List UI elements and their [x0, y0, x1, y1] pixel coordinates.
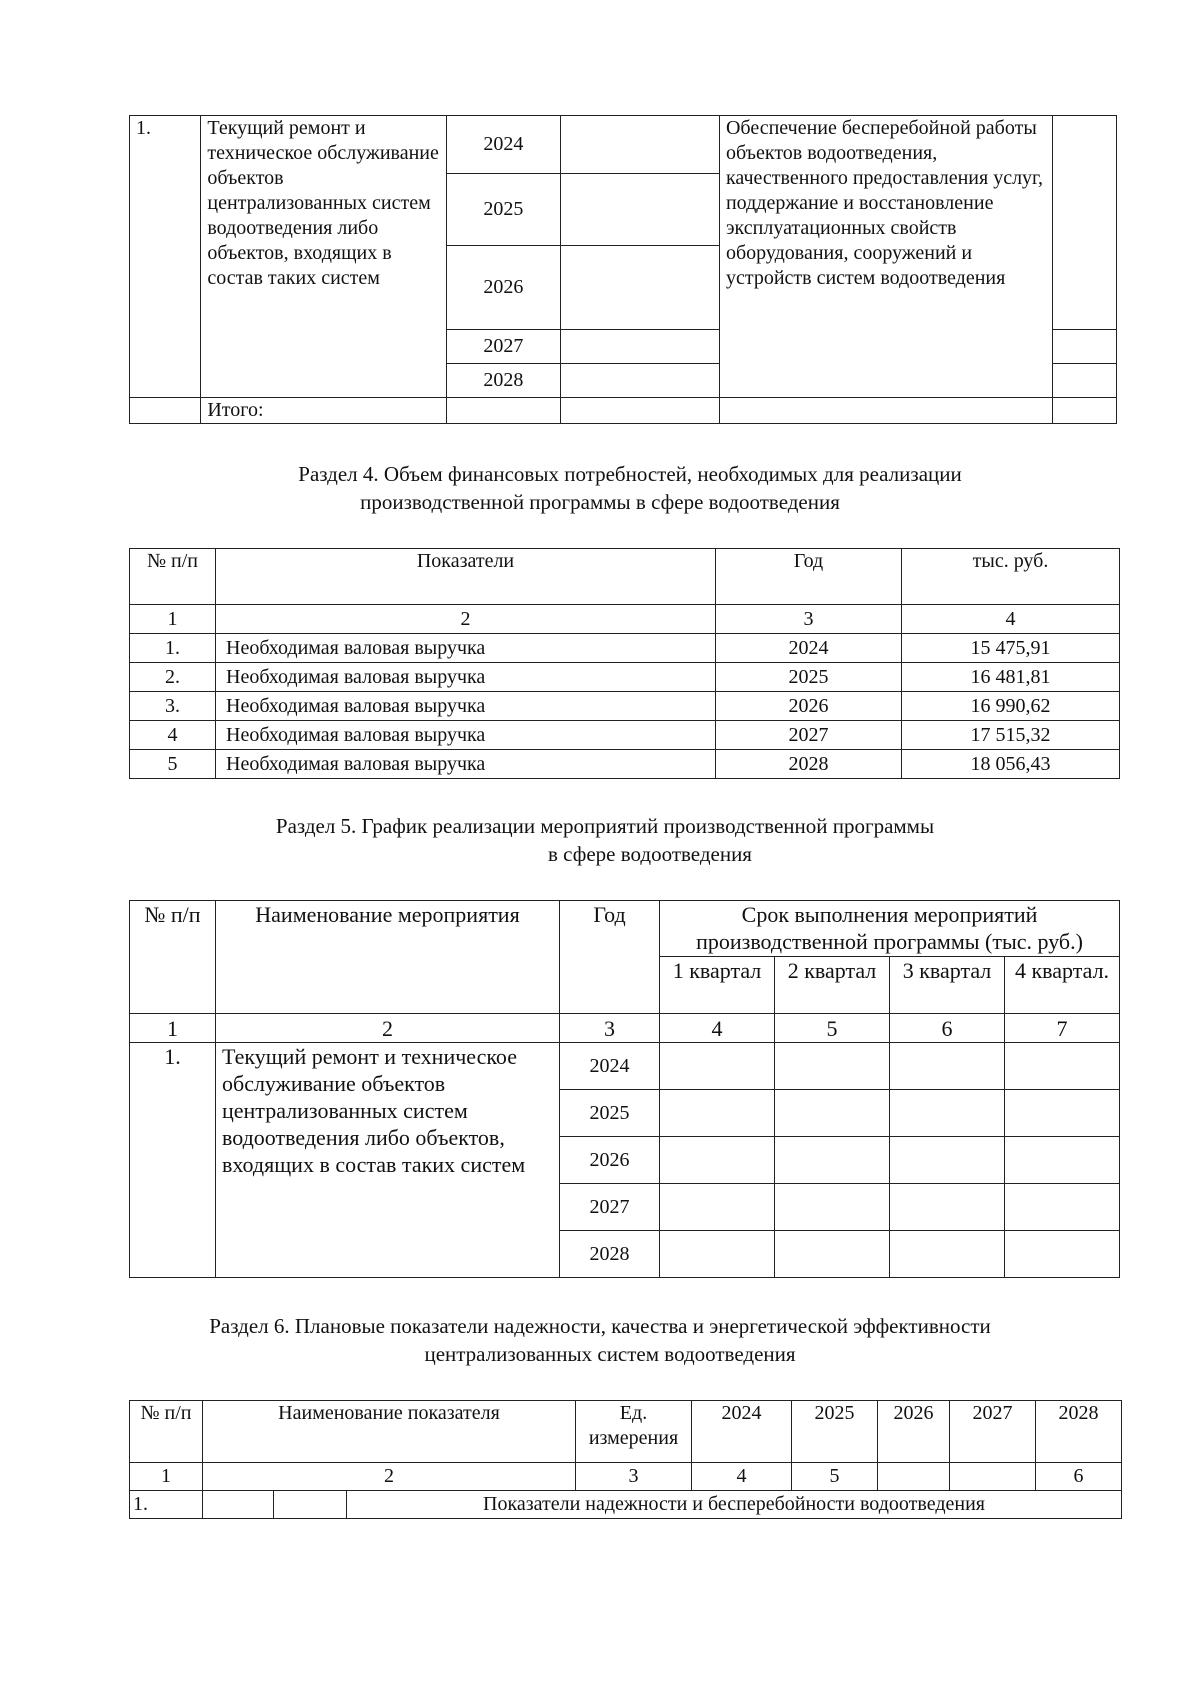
- empty-cell: [274, 1491, 347, 1519]
- table-row: [130, 663, 1120, 692]
- header-value: тыс. руб.: [902, 549, 1120, 605]
- year-cell: 2028: [446, 364, 561, 398]
- table-row: [130, 721, 1120, 750]
- empty-cell: [1052, 364, 1116, 398]
- empty-cell: [1005, 1090, 1120, 1137]
- empty-cell: [561, 330, 720, 364]
- column-number: 5: [775, 1014, 890, 1043]
- group-label: Показатели надежности и бесперебойности водоотведения: [347, 1491, 1122, 1519]
- empty-cell: [1005, 1043, 1120, 1090]
- header-indicator: Показатели: [216, 549, 716, 605]
- empty-cell: [1005, 1184, 1120, 1231]
- empty-cell: [203, 1491, 274, 1519]
- row-number: 4: [130, 721, 216, 750]
- column-number: 3: [560, 1014, 660, 1043]
- header-year-2025: 2025: [792, 1401, 878, 1463]
- indicator-name: Необходимая валовая выручка: [216, 663, 716, 692]
- empty-cell: [130, 398, 201, 424]
- empty-cell: [1052, 116, 1116, 330]
- header-year-2028: 2028: [1036, 1401, 1122, 1463]
- header-year: Год: [560, 901, 660, 1014]
- total-label: Итого:: [201, 398, 446, 424]
- header-term: Срок выполнения мероприятий производственной программы (тыс. руб.): [660, 901, 1120, 957]
- header-year-2027: 2027: [950, 1401, 1036, 1463]
- row-number: 3.: [130, 692, 216, 721]
- year-cell: 2027: [716, 721, 902, 750]
- value-cell: 18 056,43: [902, 750, 1120, 779]
- activities-table: [129, 115, 1117, 424]
- year-cell: 2027: [446, 330, 561, 364]
- section-6-heading: [0, 1312, 1200, 1368]
- year-cell: 2024: [446, 116, 561, 174]
- financial-needs-table: [129, 548, 1120, 779]
- empty-cell: [660, 1043, 775, 1090]
- row-number: 1.: [130, 1491, 203, 1519]
- column-number: 2: [216, 1014, 560, 1043]
- column-number: 7: [1005, 1014, 1120, 1043]
- header-year-2024: 2024: [692, 1401, 792, 1463]
- empty-cell: [561, 246, 720, 330]
- empty-cell: [775, 1137, 890, 1184]
- section-5-title-line1: Раздел 5. График реализации мероприятий производственной программы: [275, 814, 935, 838]
- year-cell: 2026: [560, 1137, 660, 1184]
- empty-cell: [561, 398, 720, 424]
- section-6-title-line2: централизованных систем водоотведения: [424, 1342, 796, 1366]
- year-cell: 2028: [560, 1231, 660, 1278]
- indicator-name: Необходимая валовая выручка: [216, 721, 716, 750]
- table-row: [130, 634, 1120, 663]
- empty-cell: [1052, 398, 1116, 424]
- section-4-title-line2: производственной программы в сфере водоотведения: [360, 490, 840, 514]
- empty-cell: [1005, 1231, 1120, 1278]
- header-year: Год: [716, 549, 902, 605]
- column-number: 2: [216, 605, 716, 634]
- header-quarter-2: 2 квартал: [775, 957, 890, 1014]
- value-cell: 17 515,32: [902, 721, 1120, 750]
- empty-cell: [890, 1231, 1005, 1278]
- empty-cell: [775, 1184, 890, 1231]
- empty-cell: [890, 1137, 1005, 1184]
- header-quarter-4: 4 квартал.: [1005, 957, 1120, 1014]
- column-number: 1: [130, 605, 216, 634]
- row-number: 1.: [130, 116, 201, 398]
- year-cell: 2024: [560, 1043, 660, 1090]
- row-number: 2.: [130, 663, 216, 692]
- reliability-indicators-table: [129, 1400, 1122, 1519]
- column-number: 5: [792, 1463, 878, 1491]
- row-number: 1.: [130, 634, 216, 663]
- empty-cell: [660, 1090, 775, 1137]
- value-cell: 15 475,91: [902, 634, 1120, 663]
- column-number: 1: [130, 1014, 216, 1043]
- column-number: 4: [902, 605, 1120, 634]
- value-cell: 16 481,81: [902, 663, 1120, 692]
- activity-effect: Обеспечение бесперебойной работы объектов водоотведения, качественного предоставления услуг, поддержание и восстановление эксплуатационных свойств оборудования, сооружений и устройств систем водоотведения: [719, 116, 1052, 398]
- year-cell: 2024: [716, 634, 902, 663]
- table-row: [130, 692, 1120, 721]
- column-number: 4: [660, 1014, 775, 1043]
- year-cell: 2025: [446, 174, 561, 246]
- column-number: 4: [692, 1463, 792, 1491]
- activity-name: Текущий ремонт и техническое обслуживание объектов централизованных систем водоотведения либо объектов, входящих в состав таких систем: [216, 1043, 560, 1278]
- column-number: [950, 1463, 1036, 1491]
- empty-cell: [561, 174, 720, 246]
- section-5-title-line2: в сфере водоотведения: [548, 842, 752, 866]
- activity-name: Текущий ремонт и техническое обслуживание объектов централизованных систем водоотведения либо объектов, входящих в состав таких систем: [201, 116, 446, 398]
- year-cell: 2025: [560, 1090, 660, 1137]
- indicator-name: Необходимая валовая выручка: [216, 634, 716, 663]
- schedule-table: [129, 900, 1120, 1278]
- indicator-name: Необходимая валовая выручка: [216, 692, 716, 721]
- column-number: 3: [716, 605, 902, 634]
- year-cell: 2026: [716, 692, 902, 721]
- section-5-heading: [0, 812, 1200, 868]
- empty-cell: [660, 1137, 775, 1184]
- empty-cell: [890, 1090, 1005, 1137]
- column-number: [878, 1463, 950, 1491]
- empty-cell: [775, 1090, 890, 1137]
- section-6-title-line1: Раздел 6. Плановые показатели надежности, качества и энергетической эффективности: [209, 1314, 991, 1338]
- column-number: 6: [1036, 1463, 1122, 1491]
- header-num: № п/п: [130, 549, 216, 605]
- year-cell: 2027: [560, 1184, 660, 1231]
- empty-cell: [660, 1231, 775, 1278]
- header-year-2026: 2026: [878, 1401, 950, 1463]
- column-number: 6: [890, 1014, 1005, 1043]
- header-num: № п/п: [130, 901, 216, 1014]
- header-activity-name: Наименование мероприятия: [216, 901, 560, 1014]
- empty-cell: [775, 1043, 890, 1090]
- empty-cell: [561, 364, 720, 398]
- row-number: 1.: [130, 1043, 216, 1278]
- empty-cell: [1005, 1137, 1120, 1184]
- empty-cell: [719, 398, 1052, 424]
- value-cell: 16 990,62: [902, 692, 1120, 721]
- year-cell: 2026: [446, 246, 561, 330]
- column-number: 3: [576, 1463, 692, 1491]
- column-number: 1: [130, 1463, 203, 1491]
- header-quarter-1: 1 квартал: [660, 957, 775, 1014]
- empty-cell: [890, 1043, 1005, 1090]
- column-number: 2: [203, 1463, 576, 1491]
- empty-cell: [660, 1184, 775, 1231]
- header-quarter-3: 3 квартал: [890, 957, 1005, 1014]
- year-cell: 2025: [716, 663, 902, 692]
- row-number: 5: [130, 750, 216, 779]
- section-4-title-line1: Раздел 4. Объем финансовых потребностей, необходимых для реализации: [298, 462, 962, 486]
- empty-cell: [1052, 330, 1116, 364]
- empty-cell: [890, 1184, 1005, 1231]
- header-indicator-name: Наименование показателя: [203, 1401, 576, 1463]
- header-unit: Ед. измерения: [576, 1401, 692, 1463]
- empty-cell: [446, 398, 561, 424]
- year-cell: 2028: [716, 750, 902, 779]
- table-row: [130, 750, 1120, 779]
- empty-cell: [775, 1231, 890, 1278]
- header-num: № п/п: [130, 1401, 203, 1463]
- empty-cell: [561, 116, 720, 174]
- section-4-heading: [0, 460, 1200, 516]
- indicator-name: Необходимая валовая выручка: [216, 750, 716, 779]
